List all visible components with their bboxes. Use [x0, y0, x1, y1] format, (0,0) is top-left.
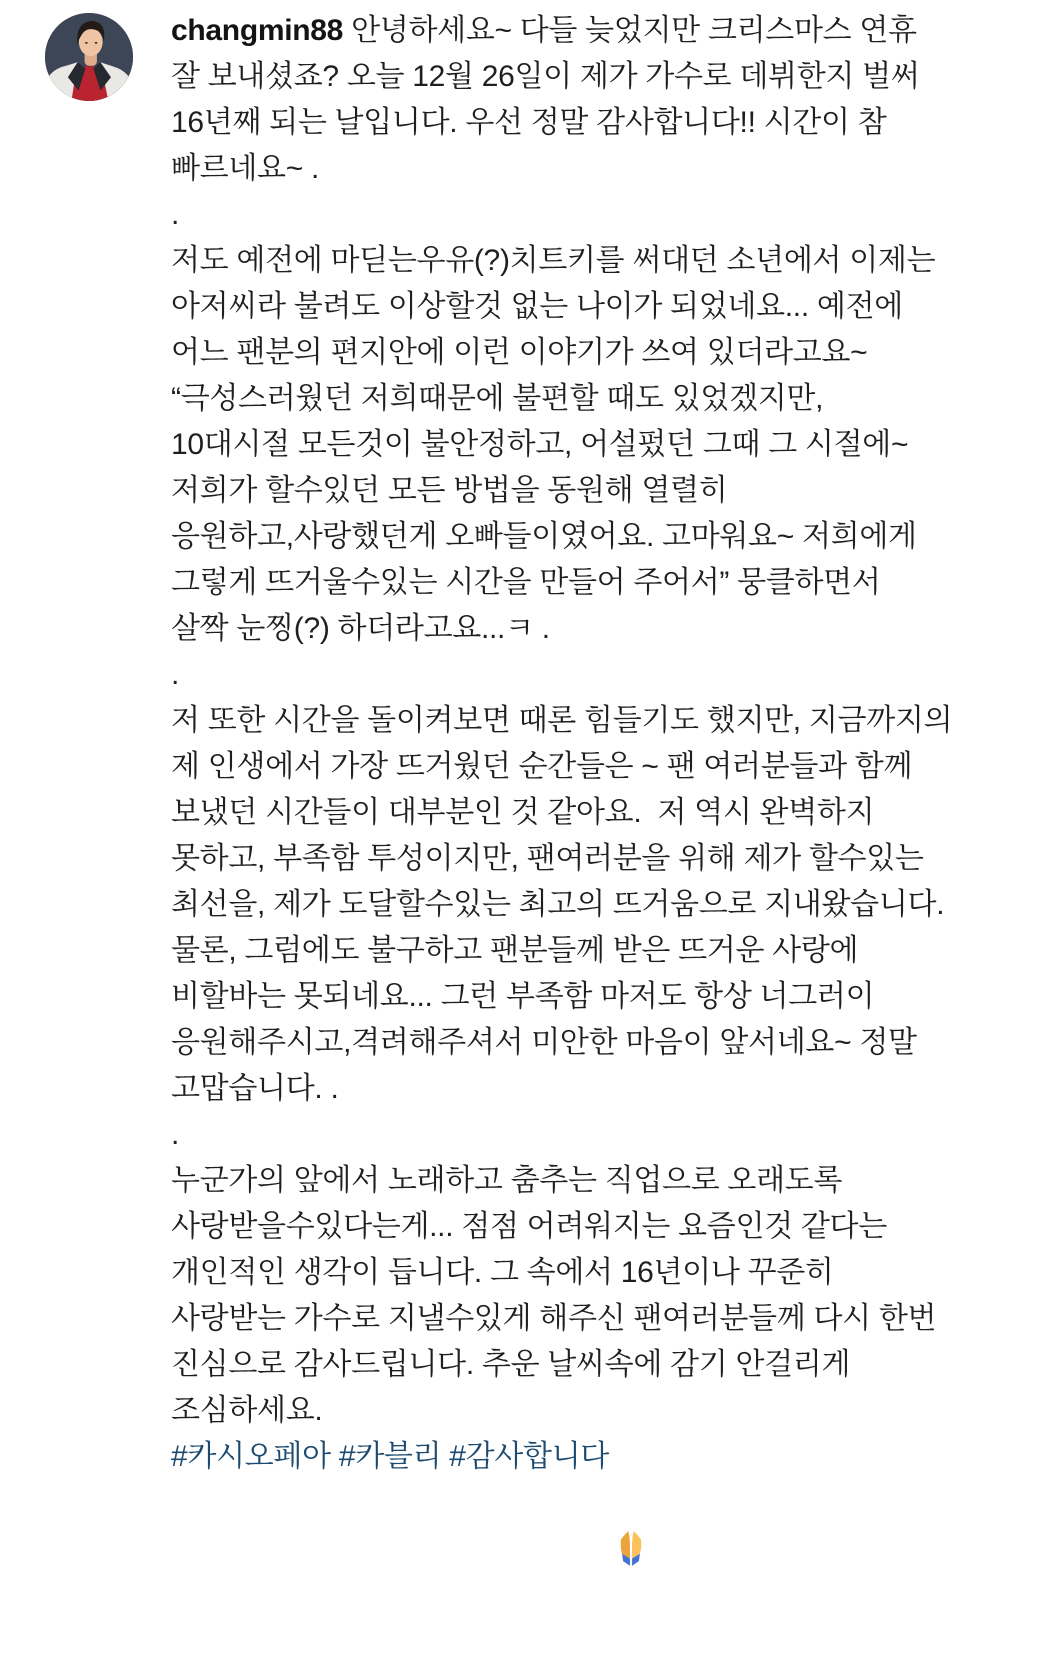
- caption-line: 최선을, 제가 도달할수있는 최고의 뜨거움으로 지내왔습니다.: [171, 888, 945, 921]
- caption-line: “극성스러웠던 저희때문에 불편할 때도 있었겠지만,: [171, 382, 824, 415]
- caption-line: [171, 8, 1043, 54]
- caption-line: .: [171, 198, 180, 231]
- caption-line: 저도 예전에 마딛는우유(?)치트키를 써대던 소년에서 이제는: [171, 244, 936, 277]
- caption-line: 10대시절 모든것이 불안정하고, 어설펐던 그때 그 시절에~: [171, 428, 909, 461]
- username-link[interactable]: changmin88: [171, 14, 344, 47]
- caption-hashtags-line: [171, 1434, 1043, 1480]
- caption-line: 아저씨라 불려도 이상할것 없는 나이가 되었네요... 예전에: [171, 290, 903, 323]
- caption-line: 진심으로 감사드립니다. 추운 날씨속에 감기 안걸리게: [171, 1348, 851, 1381]
- caption-line: 그렇게 뜨거울수있는 시간을 만들어 주어서” 뭉클하면서: [171, 566, 881, 599]
- caption-text: 안녕하세요~ 다들 늦었지만 크리스마스 연휴: [343, 14, 917, 47]
- caption-line: 물론, 그럼에도 불구하고 팬분들께 받은 뜨거운 사랑에: [171, 934, 859, 967]
- caption-line: 사랑받을수있다는게... 점점 어려워지는 요즘인것 같다는: [171, 1210, 887, 1243]
- caption-line: 고맙습니다. .: [171, 1072, 339, 1105]
- caption-line: 사랑받는 가수로 지낼수있게 해주신 팬여러분들께 다시 한번: [171, 1302, 937, 1335]
- caption-line: 빠르네요~ .: [171, 152, 320, 185]
- caption-line: 응원해주시고,격려해주셔서 미안한 마음이 앞서네요~ 정말: [171, 1026, 917, 1059]
- caption-line: 저희가 할수있던 모든 방법을 동원해 열렬히: [171, 474, 728, 507]
- caption-line: 비할바는 못되네요... 그런 부족함 마저도 항상 너그러이: [171, 980, 875, 1013]
- caption-line: 못하고, 부족함 투성이지만, 팬여러분을 위해 제가 할수있는: [171, 842, 924, 875]
- hashtag-links[interactable]: #카시오페아 #카블리 #감사합니다: [171, 1440, 610, 1473]
- caption-line: 잘 보내셨죠? 오늘 12월 26일이 제가 가수로 데뷔한지 벌써: [171, 60, 920, 93]
- caption-line: 조심하세요.: [171, 1394, 323, 1427]
- folded-hands-icon: [612, 1437, 650, 1477]
- profile-avatar[interactable]: [45, 13, 133, 101]
- caption-line: 개인적인 생각이 듭니다. 그 속에서 16년이나 꾸준히: [171, 1256, 834, 1289]
- caption-line: 살짝 눈찡(?) 하더라고요...ㅋ .: [171, 612, 550, 645]
- caption-line: 보냈던 시간들이 대부분인 것 같아요. 저 역시 완벽하지: [171, 796, 875, 829]
- avatar-photo: [45, 13, 133, 101]
- caption-line: 저 또한 시간을 돌이켜보면 때론 힘들기도 했지만, 지금까지의: [171, 704, 953, 737]
- caption-line: .: [171, 658, 180, 691]
- caption-line: 응원하고,사랑했던게 오빠들이였어요. 고마워요~ 저희에게: [171, 520, 917, 553]
- caption-line: 어느 팬분의 편지안에 이런 이야기가 쓰여 있더라고요~: [171, 336, 868, 369]
- post-caption: [171, 8, 1043, 1480]
- caption-line: 16년째 되는 날입니다. 우선 정말 감사합니다!! 시간이 참: [171, 106, 887, 139]
- caption-line: 누군가의 앞에서 노래하고 춤추는 직업으로 오래도록: [171, 1164, 843, 1197]
- caption-line: .: [171, 1118, 180, 1151]
- caption-line: 제 인생에서 가장 뜨거웠던 순간들은 ~ 팬 여러분들과 함께: [171, 750, 913, 783]
